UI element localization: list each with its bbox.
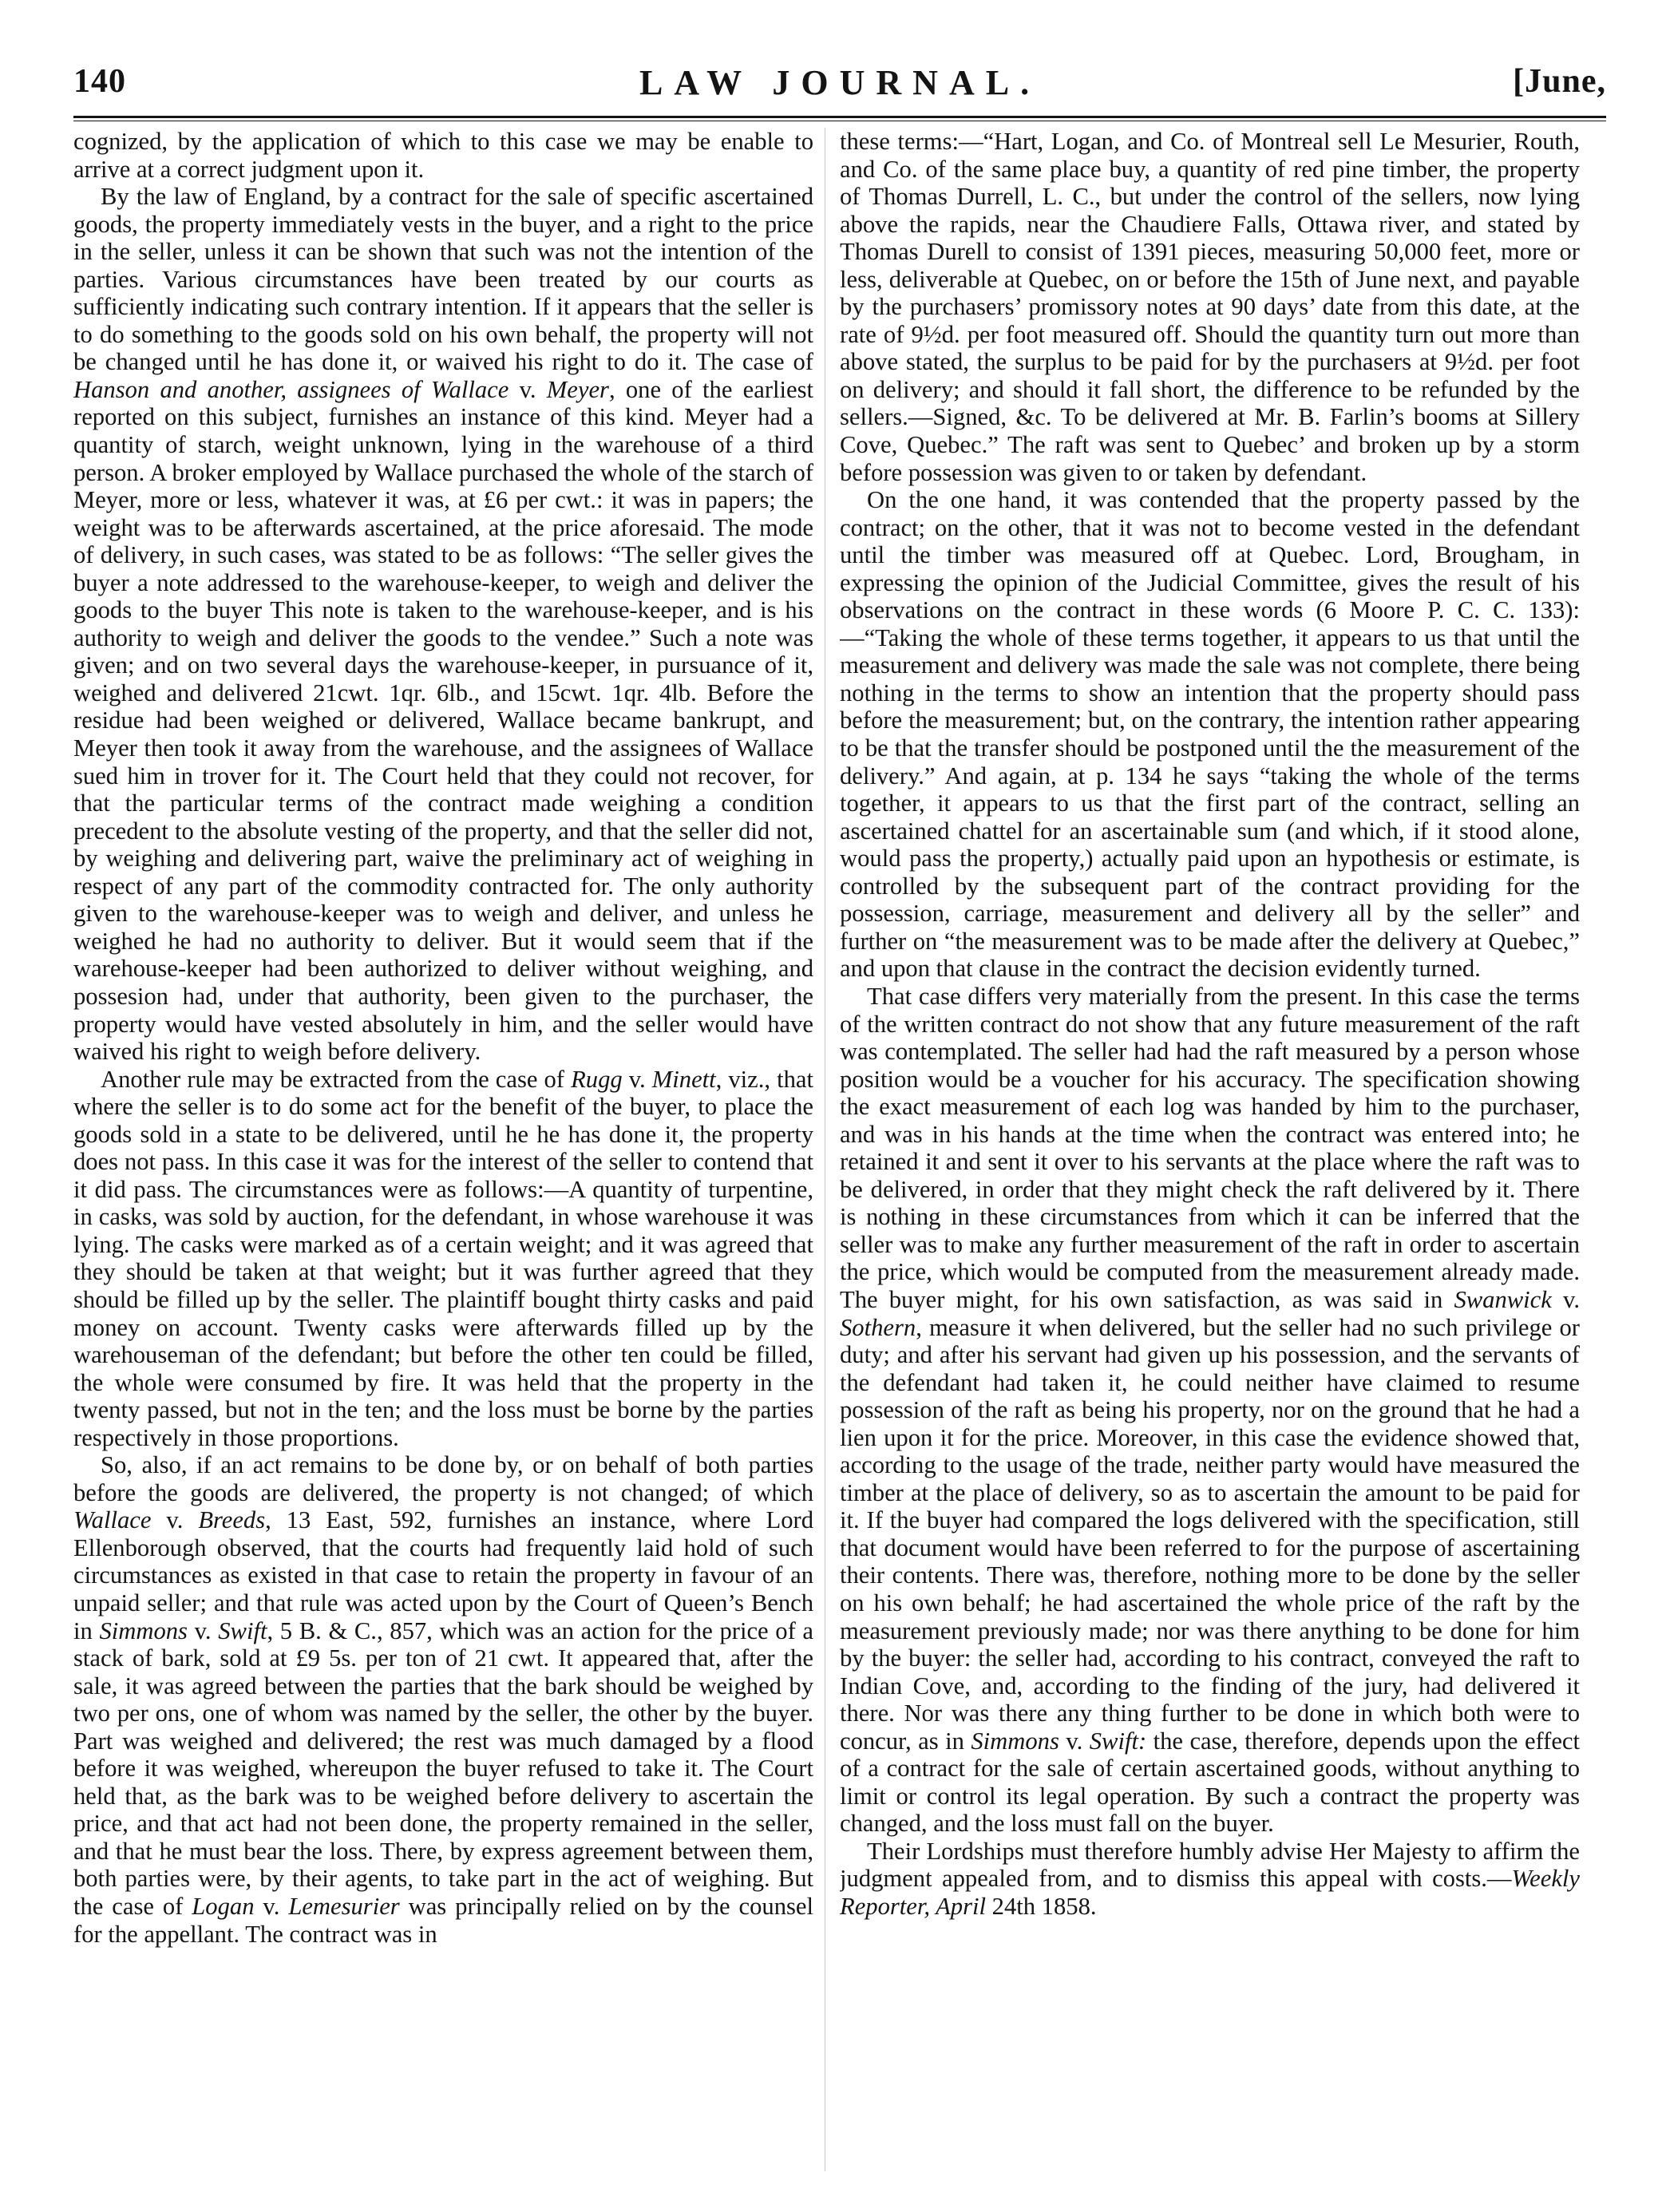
left-column — [73, 128, 813, 2187]
case-name: Swanwick — [1454, 1285, 1552, 1313]
page-header — [73, 62, 1606, 110]
right-paragraph-3: That case differs very materially from the present. In this case the terms of the written contract do not show that any future measurement of the raft was contemplated. The seller had had the raft measured by a person whose position would be a voucher for his accuracy. The specification showing the exact measurement of each log was handed by him to the purchaser, and was in his hands at the time when the contract was entered into; he retained it and sent it over to his servants at the place where the raft was to be delivered, in order that they might check the raft delivered by it. There is nothing in these circumstances from which it can be inferred that the seller was to make any further measurement of the raft in order to ascertain the price, which would be computed from the measurement already made. The buyer might, for his own satisfaction, as was said in Swanwick v. Sothern, measure it when delivered, but the seller had no such privilege or duty; and after his servant had given up his possession, and the servants of the defendant had taken it, he could neither have claimed to resume possession of the raft as being his property, nor on the ground that he had a lien upon it for the price. Moreover, in this case the evidence showed that, according to the usage of the trade, neither party would have measured the timber at the place of delivery, so as to ascertain the amount to be paid for it. If the buyer had compared the logs delivered with the specification, still that document would have been referred to for the purpose of ascertaining their contents. There was, therefore, nothing more to be done by the seller on his own behalf; he had ascertained the whole price of the raft by the measurement previously made; nor was there anything to be done for him by the buyer: the seller had, according to his contract, conveyed the raft to Indian Cove, and, according to the finding of the jury, had delivered it there. Nor was there any thing further to be done in which both were to concur, as in Simmons v. Swift: the case, therefore, depends upon the effect of a contract for the sale of certain ascertained goods, without anything to limit or control its legal operation. By such a contract the property was changed, and the loss must fall on the buyer. — [840, 982, 1580, 1838]
case-name: Breeds — [198, 1506, 266, 1534]
case-name: Logan — [192, 1893, 255, 1920]
left-paragraph-3: Another rule may be extracted from the case of Rugg v. Minett, viz., that where the seller is to do some act for the benefit of the buyer, to place the goods sold in a state to be delivered, until he he has done it, the property does not pass. In this case it was for the interest of the seller to contend that it did pass. The circumstances were as follows:—A quantity of turpentine, in casks, was sold by auction, for the defendant, in whose warehouse it was lying. The casks were marked as of a certain weight; and it was agreed that they should be taken at that weight; but it was further agreed that they should be filled up by the seller. The plaintiff bought thirty casks and paid money on account. Twenty casks were afterwards filled up by the warehouseman of the defendant; but before the other ten could be filled, the whole were consumed by fire. It was held that the property in the twenty passed, but not in the ten; and the loss must be borne by the parties respectively in those proportions. — [73, 1065, 813, 1451]
right-column — [840, 128, 1580, 2187]
right-paragraph-2: On the one hand, it was contended that the property passed by the contract; on the other, that it was not to become vested in the defendant until the timber was measured off at Quebec. Lord, Brougham, in expressing the opinion of the Judicial Committee, gives the result of his observations on the contract in these words (6 Moore P. C. C. 133):—“Taking the whole of these terms together, it appears to us that until the measurement and delivery was made the sale was not complete, there being nothing in the terms to show an intention that the property should pass before the measurement; but, on the contrary, the intention rather appearing to be that the transfer should be postponed until the the measurement of the delivery.” And again, at p. 134 he says “taking the whole of the terms together, it appears to us that the first part of the contract, selling an ascertained chattel for an ascertainable sum (and which, if it stood alone, would pass the property,) actually paid upon an hypothesis or estimate, is controlled by the subsequent part of the contract providing for the possession, carriage, measurement and delivery all by the seller” and further on “the measurement was to be made after the delivery at Quebec,” and upon that clause in the contract the decision evidently turned. — [840, 486, 1580, 983]
case-name: Meyer — [546, 375, 609, 403]
source-citation: Weekly Reporter, April — [840, 1865, 1580, 1920]
case-name: Rugg — [571, 1065, 623, 1093]
right-paragraph-4: Their Lordships must therefore humbly advise Her Majesty to affirm the judgment appealed from, and to dismiss this appeal with costs.—Weekly Reporter, April 24th 1858. — [840, 1837, 1580, 1920]
header-rule-thick — [73, 116, 1606, 118]
case-name: Wallace — [73, 1506, 152, 1534]
page-number: 140 — [73, 63, 126, 100]
case-name: Lemesurier — [288, 1893, 400, 1920]
case-name: Sothern — [840, 1313, 916, 1341]
left-paragraph-2: By the law of England, by a contract for the sale of specific ascertained goods, the property immediately vests in the buyer, and a right to the price in the seller, unless it can be shown that such was not the intention of the parties. Various circumstances have been treated by our courts as sufficiently indicating such contrary intention. If it appears that the seller is to do something to the goods sold on his own behalf, the property will not be changed until he has done it, or waived his right to do it. The case of Hanson and another, assignees of Wallace v. Meyer, one of the earliest reported on this subject, furnishes an instance of this kind. Meyer had a quantity of starch, weight unknown, lying in the warehouse of a third person. A broker employed by Wallace purchased the whole of the starch of Meyer, more or less, whatever it was, at £6 per cwt.: it was in papers; the weight was to be afterwards ascertained, at the price aforesaid. The mode of delivery, in such cases, was stated to be as follows: “The seller gives the buyer a note addressed to the warehouse-keeper, to weigh and deliver the goods to the buyer This note is taken to the warehouse-keeper, and is his authority to weigh and deliver the goods to the vendee.” Such a note was given; and on two several days the warehouse-keeper, in pursuance of it, weighed and delivered 21cwt. 1qr. 6lb., and 15cwt. 1qr. 4lb. Before the residue had been weighed or delivered, Wallace became bankrupt, and Meyer then took it away from the warehouse, and the assignees of Wallace sued him in trover for it. The Court held that they could not recover, for that the particular terms of the contract made weighing a condition precedent to the absolute vesting of the property, and that the seller did not, by weighing and delivering part, waive the preliminary act of weighing in respect of any part of the commodity contracted for. The only authority given to the warehouse-keeper was to weigh and deliver, and unless he weighed he had no authority to deliver. But it would seem that if the warehouse-keeper had been authorized to deliver without weighing, and possesion had, under that authority, been given to the purchaser, the property would have vested absolutely in him, and the seller would have waived his right to weigh before delivery. — [73, 183, 813, 1066]
left-paragraph-1: cognized, by the application of which to this case we may be enable to arrive at a correct judgment upon it. — [73, 128, 813, 183]
left-paragraph-4: So, also, if an act remains to be done by, or on behalf of both parties before the goods are delivered, the property is not changed; of which Wallace v. Breeds, 13 East, 592, furnishes an instance, where Lord Ellenborough observed, that the courts had frequently laid hold of such circumstances as existed in that case to retain the property in favour of an unpaid seller; and that rule was acted upon by the Court of Queen’s Bench in Simmons v. Swift, 5 B. & C., 857, which was an action for the price of a stack of bark, sold at £9 5s. per ton of 21 cwt. It appeared that, after the sale, it was agreed between the parties that the bark should be weighed by two per ons, one of whom was named by the seller, the other by the buyer. Part was weighed and delivered; the rest was much damaged by a flood before it was weighed, whereupon the buyer refused to take it. The Court held that, as the bark was to be weighed before delivery to ascertain the price, and that act had not been done, the property remained in the seller, and that he must bear the loss. There, by express agreement between them, both parties were, by their agents, to take part in the act of weighing. But the case of Logan v. Lemesurier was principally relied on by the counsel for the appellant. The contract was in — [73, 1451, 813, 1948]
case-name: Simmons — [99, 1616, 188, 1644]
case-name: Hanson and another, assignees of Wallace — [73, 375, 509, 403]
case-name: Simmons — [971, 1727, 1059, 1755]
running-date: [June, — [1513, 63, 1606, 100]
case-name: Swift — [218, 1616, 267, 1644]
right-paragraph-1: these terms:—“Hart, Logan, and Co. of Montreal sell Le Mesurier, Routh, and Co. of the same place buy, a quantity of red pine timber, the property of Thomas Durrell, L. C., but under the control of the sellers, now lying above the rapids, near the Chaudiere Falls, Ottawa river, and stated by Thomas Durell to consist of 1391 pieces, measuring 50,000 feet, more or less, deliverable at Quebec, on or before the 15th of June next, and payable by the purchasers’ promissory notes at 90 days’ date from this date, at the rate of 9½d. per foot measured off. Should the quantity turn out more than above stated, the surplus to be paid for by the purchasers at 9½d. per foot on delivery; and should it fall short, the difference to be refunded by the sellers.—Signed, &c. To be delivered at Mr. B. Farlin’s booms at Sillery Cove, Quebec.” The raft was sent to Quebec’ and broken up by a storm before possession was given to or taken by defendant. — [840, 128, 1580, 486]
case-name: Minett — [651, 1065, 716, 1093]
journal-title: LAW JOURNAL. — [639, 63, 1041, 102]
case-name: Swift: — [1089, 1727, 1147, 1755]
